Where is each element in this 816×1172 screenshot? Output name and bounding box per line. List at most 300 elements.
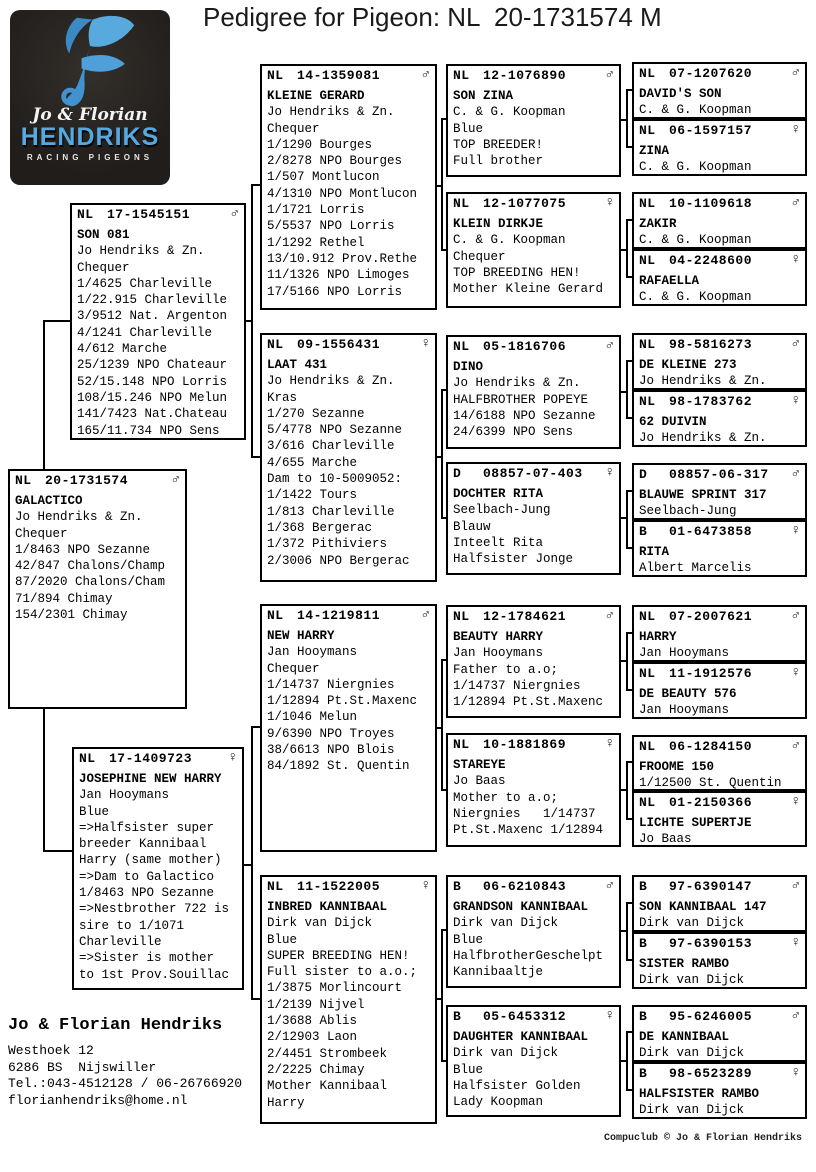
male-icon: ♂ (791, 738, 800, 754)
pedigree-connector (251, 998, 260, 1000)
pedigree-connector (441, 389, 443, 519)
pigeon-detail-line: Jan Hooymans (267, 645, 358, 660)
pigeon-detail-line: =>Halfsister super (79, 820, 215, 835)
pigeon-detail-line: Jan Hooymans (79, 788, 170, 803)
male-icon: ♂ (421, 607, 430, 623)
pigeon-detail-line: Jo Baas (453, 774, 506, 789)
pigeon-detail-line: Kras (267, 390, 298, 405)
pigeon-name: SON 081 (77, 228, 130, 242)
pedigree-connector (441, 929, 443, 1062)
ring-header (639, 252, 800, 269)
ring-header (639, 195, 800, 212)
ring-number: 04-2248600 (669, 253, 753, 268)
pigeon-box-halfsister-rambo (632, 1062, 807, 1119)
country-code: NL (639, 253, 656, 268)
pigeon-detail-line: Seelbach-Jung (453, 503, 551, 518)
pigeon-detail-line: C. & G. Koopman (639, 290, 752, 305)
pigeon-detail-line: 1/14737 Niergnies (453, 678, 581, 693)
female-icon: ♀ (421, 878, 430, 894)
pigeon-detail-line: Full sister to a.o.; (267, 965, 418, 980)
contact-block (8, 1016, 242, 1109)
pigeon-box-zina (632, 119, 807, 176)
country-code: NL (267, 337, 284, 352)
pedigree-connector (626, 490, 628, 549)
ring-number: 11-1912576 (669, 666, 753, 681)
ring-header (639, 523, 800, 540)
pigeon-box-stareye (446, 733, 621, 847)
pigeon-detail-line: Blue (79, 804, 110, 819)
pigeon-detail-line: 52/15.148 NPO Lorris (77, 374, 228, 389)
ring-number: 12-1784621 (483, 609, 567, 624)
male-icon: ♂ (171, 472, 180, 488)
pedigree-connector (441, 118, 443, 251)
pedigree-connector (626, 761, 632, 763)
country-code: B (639, 524, 648, 539)
pigeon-detail-line: Dirk van Dijck (639, 916, 745, 931)
pigeon-detail-line: Blue (267, 932, 298, 947)
pigeon-detail-line: Blauw (453, 519, 491, 534)
pigeon-detail-line: 3/9512 Nat. Argenton (77, 309, 228, 324)
pigeon-name: GALACTICO (15, 494, 83, 508)
pigeon-detail-line: Halfsister Golden (453, 1078, 581, 1093)
contact-address-line: 6286 BS Nijswiller (8, 1059, 157, 1075)
pigeon-box-de-kleine-273 (632, 333, 807, 390)
country-code: NL (267, 608, 284, 623)
pigeon-detail-line: 1/8463 NPO Sezanne (79, 886, 215, 901)
pigeon-box-blauwe-sprint-317 (632, 463, 807, 520)
ring-number: 07-2007621 (669, 609, 753, 624)
pigeon-detail-line: 25/1239 NPO Chateaur (77, 358, 228, 373)
ring-number: 06-1284150 (669, 739, 753, 754)
pigeon-detail-line: Jan Hooymans (639, 646, 730, 661)
footer-credit: Compuclub © Jo & Florian Hendriks (603, 1133, 802, 1144)
pedigree-connector (251, 456, 260, 458)
pigeon-detail-line: Jo Hendriks & Zn. (15, 510, 143, 525)
pigeon-detail-line: SUPER BREEDING HEN! (267, 948, 410, 963)
country-code: D (453, 466, 462, 481)
pedigree-connector (43, 320, 72, 322)
pigeon-detail-line: C. & G. Koopman (453, 105, 566, 120)
pigeon-detail-line: Dirk van Dijck (639, 973, 745, 988)
ring-number: 12-1076890 (483, 68, 567, 83)
pigeon-name: HARRY (639, 630, 677, 644)
country-code: NL (267, 879, 284, 894)
pedigree-connector (626, 1089, 632, 1091)
pedigree-connector (251, 184, 253, 458)
pigeon-box-dam (72, 747, 244, 990)
pedigree-connector (251, 726, 253, 1000)
male-icon: ♂ (791, 1008, 800, 1024)
pigeon-detail-line: Full brother (453, 154, 544, 169)
pigeon-name: BEAUTY HARRY (453, 630, 544, 644)
ring-header (453, 878, 614, 895)
pigeon-box-kleine-gerard (260, 64, 437, 310)
pigeon-detail-line: C. & G. Koopman (639, 160, 752, 175)
pigeon-name: SISTER RAMBO (639, 957, 730, 971)
pigeon-detail-line: Chequer (453, 249, 506, 264)
country-code: NL (639, 609, 656, 624)
female-icon: ♀ (605, 1008, 614, 1024)
pigeon-detail-line: 1/1721 Lorris (267, 203, 365, 218)
pigeon-box-sire (70, 203, 246, 440)
pigeon-detail-line: C. & G. Koopman (639, 233, 752, 248)
pedigree-connector (441, 1060, 446, 1062)
pedigree-connector (441, 249, 446, 251)
pigeon-detail-line: 87/2020 Chalons/Cham (15, 575, 166, 590)
ring-header (639, 608, 800, 625)
country-code: NL (639, 337, 656, 352)
pigeon-name: RITA (639, 545, 670, 559)
ring-header (453, 736, 614, 753)
country-code: NL (453, 609, 470, 624)
pedigree-connector (626, 219, 628, 278)
country-code: B (453, 1009, 462, 1024)
ring-number: 06-1597157 (669, 123, 753, 138)
ring-number: 06-6210843 (483, 879, 567, 894)
pigeon-detail-line: Dirk van Dijck (267, 916, 373, 931)
country-code: NL (639, 666, 656, 681)
ring-number: 97-6390147 (669, 879, 753, 894)
country-code: NL (77, 207, 94, 222)
pigeon-detail-line: 1/8463 NPO Sezanne (15, 542, 151, 557)
female-icon: ♀ (605, 465, 614, 481)
pigeon-detail-line: =>Dam to Galactico (79, 869, 215, 884)
pigeon-name: DE BEAUTY 576 (639, 687, 737, 701)
pigeon-name: DE KANNIBAAL (639, 1030, 730, 1044)
ring-number: 95-6246005 (669, 1009, 753, 1024)
ring-header (639, 665, 800, 682)
ring-header (453, 465, 614, 482)
pedigree-connector (626, 1031, 632, 1033)
pedigree-connector (441, 929, 446, 931)
pedigree-connector (626, 761, 628, 820)
pigeon-detail-line: Chequer (267, 121, 320, 136)
ring-header (79, 750, 237, 767)
ring-number: 01-6473858 (669, 524, 753, 539)
pedigree-connector (43, 709, 45, 852)
pigeon-detail-line: 5/5537 NPO Lorris (267, 219, 395, 234)
page-title: Pedigree for Pigeon: NL 20-1731574 M (203, 2, 662, 32)
pigeon-detail-line: 1/22.915 Charleville (77, 293, 228, 308)
ring-number: 08857-06-317 (669, 467, 769, 482)
pigeon-detail-line: 4/655 Marche (267, 455, 358, 470)
pigeon-detail-line: 2/8278 NPO Bourges (267, 154, 403, 169)
ring-number: 97-6390153 (669, 936, 753, 951)
ring-header (639, 1065, 800, 1082)
pigeon-name: HALFSISTER RAMBO (639, 1087, 760, 1101)
ring-number: 05-6453312 (483, 1009, 567, 1024)
pigeon-detail-line: HALFBROTHER POPEYE (453, 392, 589, 407)
pigeon-box-dochter-rita (446, 462, 621, 575)
logo-owner-script: Jo & Florian (32, 105, 148, 125)
ring-header (453, 608, 614, 625)
pigeon-box-grandson-kannibaal (446, 875, 621, 988)
pigeon-detail-line: 1/368 Bergerac (267, 520, 373, 535)
pigeon-detail-line: 1/813 Charleville (267, 504, 395, 519)
ring-header (639, 65, 800, 82)
pigeon-detail-line: Chequer (77, 260, 130, 275)
country-code: NL (639, 394, 656, 409)
pigeon-detail-line: 3/616 Charleville (267, 439, 395, 454)
pedigree-connector (251, 726, 260, 728)
country-code: NL (639, 739, 656, 754)
pigeon-detail-line: Jo Hendriks & Zn. (267, 105, 395, 120)
contact-phone-line: Tel.:043-4512128 / 06-26766920 (8, 1076, 243, 1091)
country-code: B (639, 1066, 648, 1081)
pigeon-box-de-kannibaal (632, 1005, 807, 1062)
ring-number: 14-1219811 (297, 608, 381, 623)
female-icon: ♀ (791, 935, 800, 951)
contact-name: Jo & Florian Hendriks (8, 1016, 223, 1035)
country-code: NL (15, 473, 32, 488)
pigeon-detail-line: HalfbrotherGeschelpt (453, 948, 604, 963)
pigeon-detail-line: 38/6613 NPO Blois (267, 743, 395, 758)
female-icon: ♀ (421, 336, 430, 352)
ring-header (639, 878, 800, 895)
male-icon: ♂ (605, 878, 614, 894)
pedigree-connector (626, 818, 632, 820)
pigeon-detail-line: 2/2225 Chimay (267, 1062, 365, 1077)
country-code: B (453, 879, 462, 894)
pigeon-detail-line: 1/14737 Niergnies (267, 677, 395, 692)
country-code: NL (453, 196, 470, 211)
pigeon-detail-line: Charleville (79, 934, 162, 949)
pigeon-detail-line: 2/4451 Strombeek (267, 1046, 388, 1061)
ring-header (267, 607, 430, 624)
pigeon-box-zakir (632, 192, 807, 249)
pigeon-name: DAVID'S SON (639, 87, 722, 101)
pigeon-detail-line: Jan Hooymans (453, 646, 544, 661)
pigeon-detail-line: Lady Koopman (453, 1095, 544, 1110)
ring-number: 09-1556431 (297, 337, 381, 352)
pigeon-detail-line: 141/7423 Nat.Chateau (77, 407, 228, 422)
ring-header (77, 206, 239, 223)
pigeon-detail-line: Blue (453, 932, 484, 947)
pigeon-detail-line: 1/12894 Pt.St.Maxenc (267, 694, 418, 709)
ring-number: 98-6523289 (669, 1066, 753, 1081)
pigeon-box-new-harry (260, 604, 437, 852)
ring-number: 01-2150366 (669, 795, 753, 810)
pedigree-connector (626, 1031, 628, 1091)
pigeon-name: DOCHTER RITA (453, 487, 544, 501)
pigeon-detail-line: 11/1326 NPO Limoges (267, 268, 410, 283)
pedigree-connector (626, 89, 632, 91)
female-icon: ♀ (791, 665, 800, 681)
pedigree-connector (441, 789, 446, 791)
pigeon-detail-line: 17/5166 NPO Lorris (267, 284, 403, 299)
pedigree-connector (626, 276, 632, 278)
contact-email-line: florianhendriks@home.nl (8, 1092, 188, 1108)
pigeon-detail-line: Inteelt Rita (453, 535, 544, 550)
country-code: NL (79, 751, 96, 766)
pigeon-detail-line: Chequer (15, 526, 68, 541)
pigeon-name: LICHTE SUPERTJE (639, 816, 752, 830)
pigeon-name: BLAUWE SPRINT 317 (639, 488, 767, 502)
ring-number: 14-1359081 (297, 68, 381, 83)
pigeon-detail-line: 1/270 Sezanne (267, 406, 365, 421)
ring-header (639, 738, 800, 755)
ring-header (267, 67, 430, 84)
pigeon-detail-line: 71/894 Chimay (15, 591, 113, 606)
ring-number: 08857-07-403 (483, 466, 583, 481)
pigeon-detail-line: 4/612 Marche (77, 342, 168, 357)
female-icon: ♀ (791, 252, 800, 268)
female-icon: ♀ (791, 794, 800, 810)
pigeon-detail-line: Dirk van Dijck (639, 1046, 745, 1061)
pedigree-connector (43, 320, 45, 469)
pigeon-name: GRANDSON KANNIBAAL (453, 900, 589, 914)
pigeon-detail-line: 13/10.912 Prov.Rethe (267, 251, 418, 266)
pigeon-name: JOSEPHINE NEW HARRY (79, 772, 222, 786)
pedigree-connector (441, 659, 446, 661)
pigeon-box-davids-son (632, 62, 807, 119)
pigeon-detail-line: to 1st Prov.Souillac (79, 967, 230, 982)
pigeon-box-dino (446, 335, 621, 449)
pigeon-detail-line: 24/6399 NPO Sens (453, 425, 574, 440)
male-icon: ♂ (605, 338, 614, 354)
logo-name-text: HENDRIKS (20, 123, 160, 151)
country-code: D (639, 467, 648, 482)
pigeon-detail-line: Dirk van Dijck (453, 1046, 559, 1061)
ring-header (639, 794, 800, 811)
ring-header (453, 338, 614, 355)
male-icon: ♂ (791, 65, 800, 81)
ring-number: 98-5816273 (669, 337, 753, 352)
pigeon-name: FROOME 150 (639, 760, 715, 774)
pigeon-detail-line: Blue (453, 121, 484, 136)
ring-number: 17-1545151 (107, 207, 191, 222)
pigeon-detail-line: Mother to a.o; (453, 790, 559, 805)
pedigree-connector (626, 89, 628, 148)
pigeon-detail-line: Dam to 10-5009052: (267, 472, 403, 487)
pigeon-box-rafaella (632, 249, 807, 306)
ring-header (453, 195, 614, 212)
female-icon: ♀ (228, 750, 237, 766)
pigeon-detail-line: Seelbach-Jung (639, 504, 737, 519)
pigeon-box-son-zina (446, 64, 621, 177)
country-code: NL (453, 339, 470, 354)
ring-number: 05-1816706 (483, 339, 567, 354)
pigeon-detail-line: 154/2301 Chimay (15, 608, 128, 623)
ring-header (15, 472, 180, 489)
pigeon-detail-line: 1/372 Pithiviers (267, 537, 388, 552)
pedigree-connector (626, 632, 628, 691)
pigeon-name: NEW HARRY (267, 629, 335, 643)
pedigree-connector (441, 118, 446, 120)
pedigree-connector (251, 184, 260, 186)
pigeon-box-duivin-62 (632, 390, 807, 447)
pigeon-box-de-beauty-576 (632, 662, 807, 719)
country-code: NL (639, 196, 656, 211)
country-code: NL (639, 66, 656, 81)
pigeon-box-subject (8, 469, 187, 709)
pedigree-connector (441, 389, 446, 391)
male-icon: ♂ (791, 466, 800, 482)
pigeon-detail-line: 2/12903 Laon (267, 1030, 358, 1045)
ring-header (639, 1008, 800, 1025)
pigeon-detail-line: sire to 1/1071 (79, 918, 185, 933)
pigeon-box-harry (632, 605, 807, 662)
pigeon-detail-line: TOP BREEDER! (453, 137, 544, 152)
pedigree-connector (626, 360, 628, 419)
ring-number: 17-1409723 (109, 751, 193, 766)
pigeon-name: 62 DUIVIN (639, 415, 707, 429)
pigeon-detail-line: 165/11.734 NPO Sens (77, 423, 220, 438)
pedigree-connector (626, 902, 628, 961)
pedigree-connector (626, 902, 632, 904)
pigeon-detail-line: Jo Hendriks & Zn. (639, 431, 767, 446)
female-icon: ♀ (791, 1065, 800, 1081)
male-icon: ♂ (791, 878, 800, 894)
male-icon: ♂ (605, 608, 614, 624)
pigeon-detail-line: 1/507 Montlucon (267, 170, 380, 185)
pigeon-name: ZINA (639, 144, 670, 158)
pigeon-detail-line: 1/1046 Melun (267, 710, 358, 725)
pigeon-detail-line: Blue (453, 1062, 484, 1077)
pigeon-detail-line: Dirk van Dijck (639, 1103, 745, 1118)
pigeon-detail-line: 2/3006 NPO Bergerac (267, 553, 410, 568)
pigeon-box-froome-150 (632, 735, 807, 791)
pigeon-detail-line: Jo Hendriks & Zn. (639, 374, 767, 389)
pigeon-detail-line: =>Sister is mother (79, 951, 215, 966)
ring-number: 20-1731574 (45, 473, 129, 488)
country-code: B (639, 879, 648, 894)
pigeon-box-son-kannibaal-147 (632, 875, 807, 932)
pigeon-detail-line: 1/12894 Pt.St.Maxenc (453, 695, 604, 710)
pigeon-box-lichte-supertje (632, 791, 807, 847)
pedigree-connector (441, 517, 446, 519)
pigeon-detail-line: 1/1290 Bourges (267, 137, 373, 152)
pigeon-detail-line: 14/6188 NPO Sezanne (453, 408, 596, 423)
country-code: NL (639, 123, 656, 138)
pigeon-detail-line: Dirk van Dijck (453, 916, 559, 931)
pigeon-box-laat-431 (260, 333, 437, 582)
pigeon-detail-line: 1/2139 Nijvel (267, 997, 365, 1012)
female-icon: ♀ (605, 195, 614, 211)
pigeon-detail-line: Jo Hendriks & Zn. (267, 374, 395, 389)
male-icon: ♂ (230, 206, 239, 222)
pigeon-detail-line: Niergnies 1/14737 (453, 806, 596, 821)
pigeon-box-beauty-harry (446, 605, 621, 718)
country-code: NL (639, 795, 656, 810)
pigeon-detail-line: Jo Hendriks & Zn. (453, 376, 581, 391)
bird-f-icon (41, 14, 139, 108)
pigeon-detail-line: Jo Hendriks & Zn. (77, 244, 205, 259)
pigeon-name: SON KANNIBAAL 147 (639, 900, 767, 914)
pigeon-detail-line: 1/3875 Morlincourt (267, 981, 403, 996)
pigeon-detail-line: =>Nestbrother 722 is (79, 902, 230, 917)
pigeon-name: ZAKIR (639, 217, 677, 231)
pigeon-detail-line: breeder Kannibaal (79, 837, 207, 852)
pigeon-detail-line: 1/1292 Rethel (267, 235, 365, 250)
pigeon-name: KLEINE GERARD (267, 89, 365, 103)
pigeon-detail-line: Jan Hooymans (639, 703, 730, 718)
pigeon-detail-line: 1/4625 Charleville (77, 276, 213, 291)
pigeon-detail-line: 4/1310 NPO Montlucon (267, 186, 418, 201)
ring-number: 12-1077075 (483, 196, 567, 211)
pigeon-name: KLEIN DIRKJE (453, 217, 544, 231)
pigeon-name: DAUGHTER KANNIBAAL (453, 1030, 589, 1044)
pedigree-connector (626, 146, 632, 148)
ring-number: 11-1522005 (297, 879, 381, 894)
pigeon-detail-line: 1/12500 St. Quentin (639, 776, 782, 791)
male-icon: ♂ (421, 67, 430, 83)
pigeon-name: STAREYE (453, 758, 506, 772)
pedigree-connector (626, 219, 632, 221)
pigeon-box-sister-rambo (632, 932, 807, 989)
ring-number: 07-1207620 (669, 66, 753, 81)
pigeon-detail-line: 1/1422 Tours (267, 488, 358, 503)
